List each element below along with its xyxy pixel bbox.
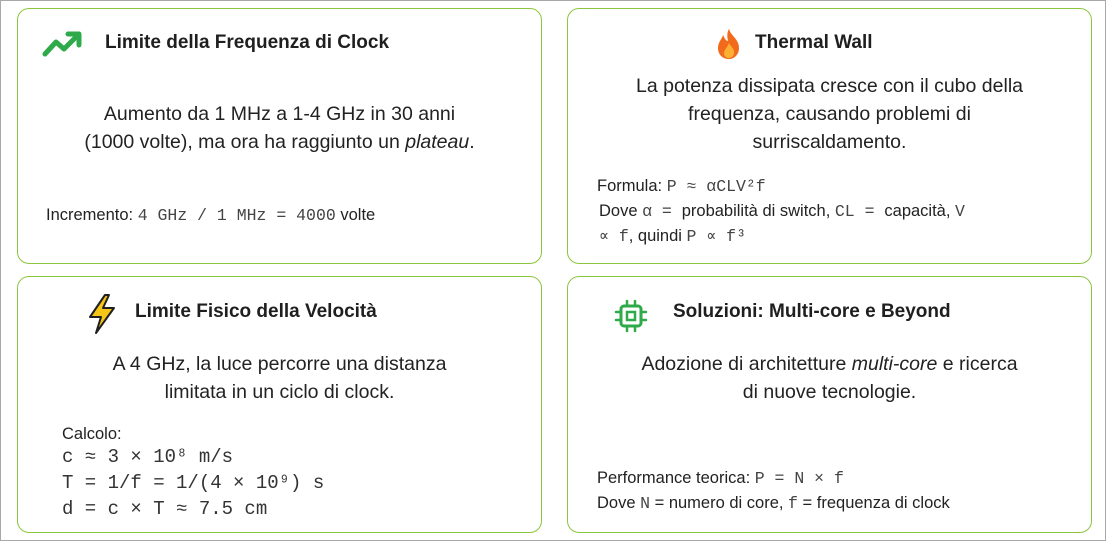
- formula-note: Formula: P ≈ αCLV²f: [597, 177, 766, 196]
- trending-up-icon: [42, 29, 84, 59]
- equation-distance: d = c × T ≈ 7.5 cm: [62, 498, 268, 520]
- equation-period: T = 1/f = 1/(4 × 10⁹) s: [62, 472, 325, 494]
- card-body: Adozione di architetture multi-core e ricerca di nuove tecnologie.: [641, 353, 1018, 403]
- card-solutions: [567, 276, 1092, 533]
- lightning-icon: [86, 293, 118, 335]
- card-title: Soluzioni: Multi-core e Beyond: [673, 301, 951, 322]
- calculation-block: Calcolo: c ≈ 3 × 10⁸ m/s T = 1/f = 1/(4 × 10⁹) s d = c × T ≈ 7.5 cm: [62, 425, 325, 520]
- performance-note: Performance teorica: P = N × f: [597, 469, 844, 488]
- fire-icon: [714, 27, 744, 61]
- card-thermal-wall: [567, 8, 1092, 264]
- card-body: A 4 GHz, la luce percorre una distanza limitata in un ciclo di clock.: [112, 353, 447, 403]
- card-title: Limite Fisico della Velocità: [135, 301, 377, 322]
- card-body: Aumento da 1 MHz a 1-4 GHz in 30 anni (1000 volte), ma ora ha raggiunto un plateau.: [84, 103, 475, 153]
- card-title: Limite della Frequenza di Clock: [105, 32, 390, 53]
- card-clock-limit: [17, 8, 542, 264]
- increment-note: Incremento: 4 GHz / 1 MHz = 4000 volte: [46, 206, 376, 225]
- card-title: Thermal Wall: [755, 32, 873, 53]
- result-note: ∝ f, quindi P ∝ f³: [599, 227, 746, 246]
- card-speed-limit: [17, 276, 542, 533]
- chip-icon: [614, 299, 648, 333]
- card-body: La potenza dissipata cresce con il cubo della frequenza, causando problemi di surriscaldamento.: [636, 75, 1023, 153]
- where-note: Dove N = numero di core, f = frequenza di clock: [597, 494, 950, 513]
- equation-speed-of-light: c ≈ 3 × 10⁸ m/s: [62, 446, 234, 468]
- where-note: Dove α = probabilità di switch, CL = capacità, V: [599, 202, 965, 221]
